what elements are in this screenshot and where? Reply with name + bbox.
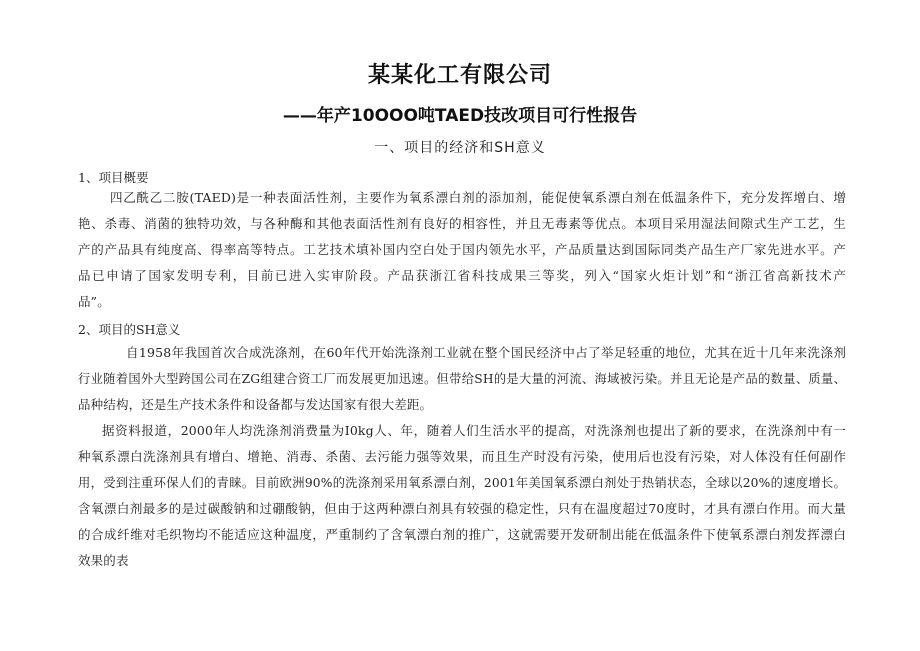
paragraph-line: 行业随着国外大型跨国公司在ZG组建合资工厂而发展更加迅速。但带给SH的是大量的河流、海域被污染。并且无论是产品的数量、质量、 xyxy=(78,372,846,386)
paragraph-line: 品种结构，还是生产技术条件和设备都与发达国家有很大差距。 xyxy=(78,397,433,412)
paragraph-line: 品”。 xyxy=(78,294,110,309)
section-2-heading: 2、项目的SH意义 xyxy=(78,322,181,337)
paragraph-line: 效果的表 xyxy=(78,553,129,568)
section-2-paragraph-2 xyxy=(78,418,846,574)
paragraph-line: 用，受到注重环保人们的青睐。目前欧洲90%的洗涤剂采用氧系漂白剂，2001年美国氧系漂白剂处于热销状态，全球以20%的速度增长。 xyxy=(78,476,846,490)
document-title: 某某化工有限公司 xyxy=(367,63,552,88)
section-1-paragraph-1 xyxy=(78,185,846,315)
paragraph-line: 种氧系漂白洗涤剂具有增白、增艳、消毒、杀菌、去污能力强等效果，而且生产时没有污染，使用后也没有污染，对人体没有任何副作 xyxy=(78,449,846,464)
section-2-paragraph-1 xyxy=(78,340,846,418)
document-subtitle: ——年产10OOO吨TAED技改项目可行性报告 xyxy=(282,106,638,126)
paragraph-line: 艳、杀毒、消菌的独特功效，与各种酶和其他表面活性剂有良好的相容性，并且无毒素等优点。本项目采用湿法间隙式生产工艺，生 xyxy=(78,216,846,231)
paragraph-line: 四乙酰乙二胺(TAED)是一种表面活性剂，主要作为氧系漂白剂的添加剂，能促使氧系漂白剂在低温条件下，充分发挥增白、增 xyxy=(110,190,846,205)
paragraph-line: 含氧漂白剂最多的是过碳酸钠和过硼酸钠，但由于这两种漂白剂具有较强的稳定性，只有在温度超过70度时，才具有漂白作用。而大量 xyxy=(78,501,846,516)
paragraph-line: 自1958年我国首次合成洗涤剂，在60年代开始洗涤剂工业就在整个国民经济中占了举足轻重的地位，尤其在近十几年来洗涤剂 xyxy=(126,345,846,360)
paragraph-line: 据资料报道，2000年人均洗涤剂消费量为I0kg人、年，随着人们生活水平的提高，对洗涤剂也提出了新的要求，在洗涤剂中有一 xyxy=(102,423,846,438)
paragraph-line: 品已申请了国家发明专利，目前已进入实审阶段。产品获浙江省科技成果三等奖，列入“国家火炬计划”和“浙江省高新技术产 xyxy=(78,268,846,283)
paragraph-line: 产的产品具有纯度高、得率高等特点。工艺技术填补国内空白处于国内领先水平，产品质量达到国际同类产品生产厂家先进水平。产 xyxy=(78,242,846,257)
paragraph-line: 的合成纤维对毛织物均不能适应这种温度，严重制约了含氧漂白剂的推广，这就需要开发研制出能在低温条件下使氧系漂白剂发挥漂白 xyxy=(78,527,846,542)
section-1-heading: 1、项目概要 xyxy=(78,170,149,185)
section-title: 一、项目的经济和SH意义 xyxy=(374,140,546,156)
